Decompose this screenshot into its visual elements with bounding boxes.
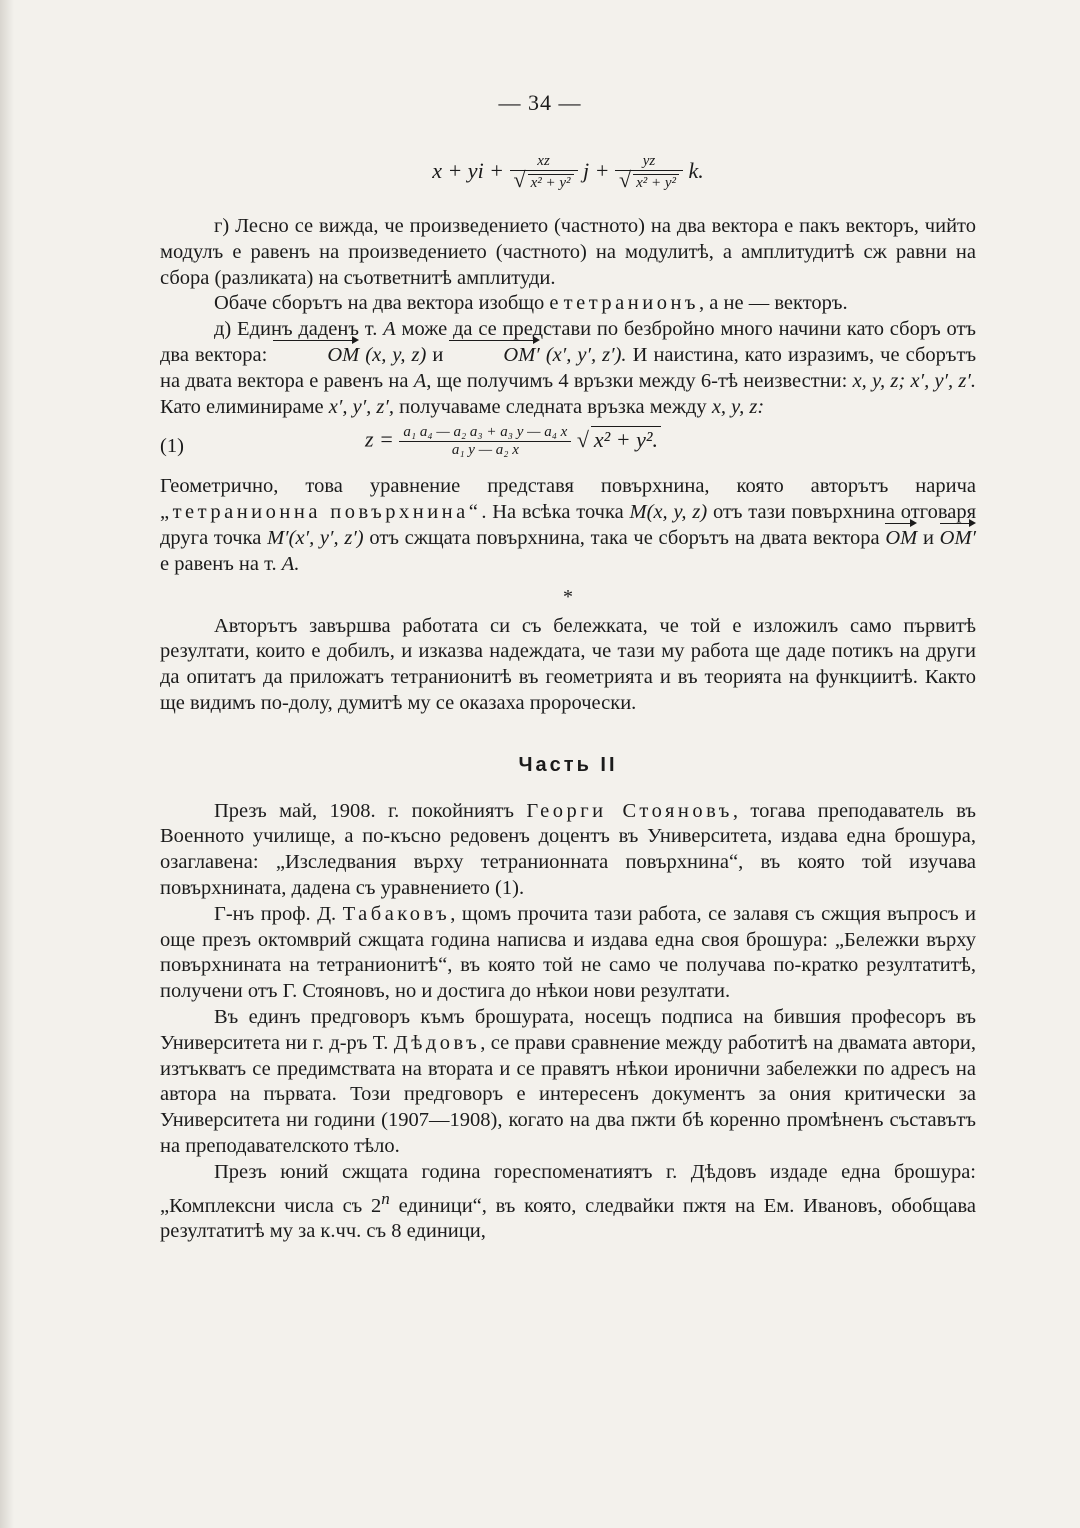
vector-OM-prime: OM′: [449, 343, 539, 369]
equation-numerator: a₁ a₄ — a₂ a₃ + a₃ y — a₄ x: [399, 424, 571, 442]
paragraph-author: Авторътъ завършва работата си съ бележката, че той е изложилъ само първитѣ резултати, които е добилъ, и изказва надеждата, че тази му работа ще даде потикъ на други да опитатъ да приложатъ тетранионитѣ въ геометрията и въ теорията на функциитѣ. Както ще видимъ по-долу, думитѣ му се оказаха пророчески.: [160, 614, 976, 714]
name-tabakov: Табаковъ: [342, 902, 451, 925]
formula-top-tail: k.: [688, 158, 704, 183]
vector-OM-prime-2: OM′: [940, 526, 976, 552]
paragraph-g: г) Лесно се вижда, че произведението (частното) на два вектора е пакъ векторъ, чийто модулъ е равенъ на произведението (частното) на модулитѣ, а амплитудитѣ сж равни на сбора (разликата) на съответнитѣ амплитуди.: [160, 215, 976, 289]
formula-top: [160, 146, 976, 212]
section-divider-star: *: [563, 585, 573, 608]
formula-top-fraction-2: [615, 153, 683, 192]
equation-1: [160, 424, 976, 472]
radical-sign-2: √: [619, 167, 632, 193]
term-surface: „тетранионна повърхнина“: [160, 501, 482, 524]
formula-top-lead: x + yi +: [432, 158, 505, 183]
fraction-1-numerator: xz: [510, 153, 578, 171]
paragraph-part2-3: Въ единъ предговоръ къмъ брошурата, носещъ подписа на бившия професоръ въ Университета ни г. д-ръ Т. Дѣдовъ, се прави сравнение между работитѣ на двамата автори, изтъкватъ се предимствата на втората и се правятъ нѣкои иронични забележки по адресъ на автора на първата. Този предговоръ е интересенъ документъ за ония критически за Университета ни години (1907—1908), когато на два пжти бѣ коренно промѣненъ съставътъ на преподавателското тѣло.: [160, 1005, 976, 1157]
equation-label: (1): [160, 435, 184, 458]
section-heading: Часть II: [518, 753, 618, 776]
equation-denominator: a₁ y — a₂ x: [451, 442, 519, 459]
formula-top-mid: j +: [583, 158, 610, 183]
symbol-A: A: [383, 318, 396, 341]
vector-OM: OM: [273, 343, 359, 369]
paragraph-geometric: Геометрично, това уравнение представя повърхнина, която авторътъ нарича „тетранионна повърхнина“. На всѣка точка M(x, y, z) отъ тази повърхнина отговаря друга точка M′(x′, y′, z′) отъ сжщата повърхнина, така че сборътъ на двата вектора OM и OM′ е равенъ на т. A.: [160, 475, 977, 575]
page-content: [160, 146, 976, 1245]
page-number: — 34 —: [498, 90, 582, 115]
radical-sign-1: √: [513, 167, 526, 193]
superscript-n: n: [381, 1188, 390, 1208]
fraction-2-numerator: yz: [615, 153, 683, 171]
paragraph-part2-2: Г-нъ проф. Д. Табаковъ, щомъ прочита тази работа, се залавя съ сжщия въпросъ и още презъ октомврий сжщата година написва и издава една своя брошура: „Бележки върху повърхнината на тетранионитѣ“, въ която той не само че получава по-кратко резултатитѣ, получени отъ Г. Стояновъ, но и достига до нѣкои нови резултати.: [160, 902, 976, 1003]
name-stoyanov: Георги Стояновъ: [526, 799, 733, 822]
page-left-edge-shadow: [0, 0, 14, 1528]
equation-fraction: [399, 424, 571, 459]
fraction-2-denominator: √ x² + y²: [615, 171, 683, 192]
paragraph-part2-1: Презъ май, 1908. г. покойниятъ Георги Стояновъ, тогава преподаватель въ Военното училище, а по-късно редовенъ доцентъ въ Университета, издава една брошура, озаглавена: „Изследвания върху тетранионната повърхнина“, въ която той изучава повърхнината, дадена съ уравнението (1).: [160, 799, 976, 899]
formula-top-fraction-1: [510, 153, 578, 192]
equation-root: √ x² + y².: [577, 427, 661, 453]
paragraph-part2-4: Презъ юний сжщата година гореспоменатиятъ г. Дѣдовъ издаде една брошура: „Комплексни числа съ 2$^n$ единици“, въ която, следвайки пжтя на Ем. Ивановъ, обобщава резултатитѣ му за к.чч. съ 8 единици,: [160, 1160, 977, 1243]
paragraph-obache: Обаче сборътъ на два вектора изобщо е тетранионъ, а не — векторъ.: [214, 292, 848, 315]
radical-sign: √: [576, 426, 589, 452]
paragraph-d: д) Единъ даденъ т. A може да се представи по безбройно много начини като сборъ отъ два вектора: OM (x, y, z) и OM′ (x′, y′, z′). И наистина, като изразимъ, че сборътъ на двата вектора е равенъ на A, ще получимъ 4 връзки между 6-тѣ неизвестни: x, y, z; x′, y′, z′. Като елиминираме x′, y′, z′, получаваме следната връзка между x, y, z:: [160, 318, 977, 418]
equation-body: z = $\frac{\text{a₁ a₄ — a₂ a₃ + a₃ y — a₄ x}}{\text{a₁ y — a₂ x}}$ √ x² + y².: [365, 424, 661, 459]
term-tetranion: тетранионъ: [563, 292, 700, 315]
fraction-1-denominator: √ x² + y²: [510, 171, 578, 192]
name-dedov: Дѣдовъ: [393, 1031, 481, 1054]
vector-OM-2: OM: [885, 526, 917, 552]
